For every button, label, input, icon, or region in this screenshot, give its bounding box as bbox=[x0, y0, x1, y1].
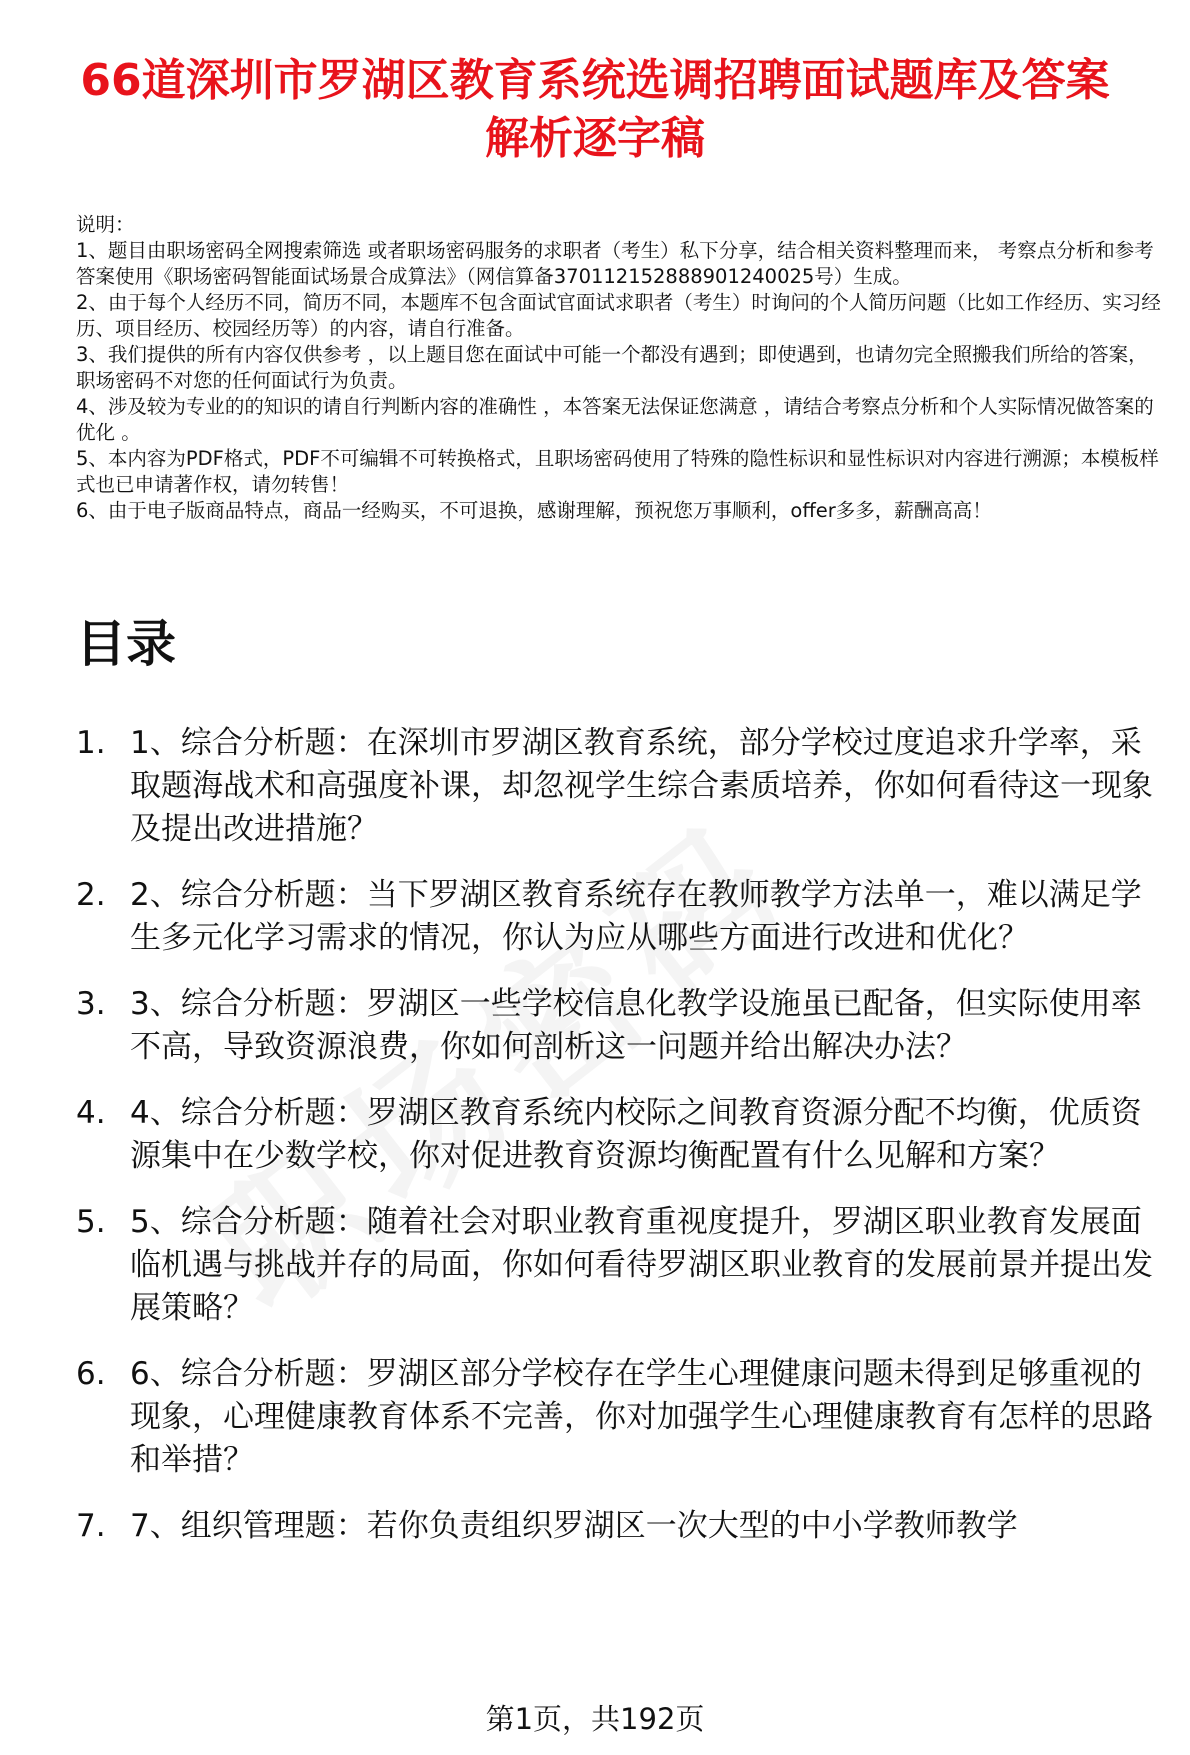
toc-item-number: 2. bbox=[76, 877, 106, 913]
toc-item[interactable] bbox=[76, 1505, 1166, 1548]
toc-item[interactable] bbox=[76, 1353, 1166, 1482]
toc-item-number: 5. bbox=[76, 1204, 106, 1240]
note-item: 6、由于电子版商品特点，商品一经购买，不可退换，感谢理解，预祝您万事顺利，offer多多，薪酬高高！ bbox=[76, 499, 992, 522]
toc-item-number: 4. bbox=[76, 1095, 106, 1131]
toc-item-text: 7、组织管理题：若你负责组织罗湖区一次大型的中小学教师教学 bbox=[130, 1508, 1018, 1544]
toc-item-number: 1. bbox=[76, 725, 106, 761]
note-item: 5、本内容为PDF格式，PDF不可编辑不可转换格式，且职场密码使用了特殊的隐性标识和显性标识对内容进行溯源；本模板样式也已申请著作权，请勿转售！ bbox=[76, 447, 1159, 496]
notes-heading: 说明： bbox=[76, 213, 135, 236]
note-item: 1、题目由职场密码全网搜索筛选 或者职场密码服务的求职者（考生）私下分享，结合相关资料整理而来， 考察点分析和参考答案使用《职场密码智能面试场景合成算法》（网信算备370112152888901240025号）生成。 bbox=[76, 239, 1154, 288]
page-footer: 第1页，共192页 bbox=[485, 1702, 705, 1736]
toc-item[interactable] bbox=[76, 874, 1166, 960]
note-item: 4、涉及较为专业的的知识的请自行判断内容的准确性 ，本答案无法保证您满意 ，请结合考察点分析和个人实际情况做答案的优化 。 bbox=[76, 395, 1154, 444]
toc-item-text: 4、综合分析题：罗湖区教育系统内校际之间教育资源分配不均衡，优质资源集中在少数学校，你对促进教育资源均衡配置有什么见解和方案？ bbox=[130, 1095, 1142, 1174]
toc-item-text: 6、综合分析题：罗湖区部分学校存在学生心理健康问题未得到足够重视的现象，心理健康教育体系不完善，你对加强学生心理健康教育有怎样的思路和举措？ bbox=[130, 1356, 1153, 1478]
toc-item-text: 1、综合分析题：在深圳市罗湖区教育系统，部分学校过度追求升学率，采取题海战术和高强度补课，却忽视学生综合素质培养，你如何看待这一现象及提出改进措施？ bbox=[130, 725, 1153, 847]
toc-item[interactable] bbox=[76, 1201, 1166, 1330]
toc-item[interactable] bbox=[76, 1092, 1166, 1178]
toc-item-number: 6. bbox=[76, 1356, 106, 1392]
toc-item[interactable] bbox=[76, 722, 1166, 851]
toc-item-text: 5、综合分析题：随着社会对职业教育重视度提升，罗湖区职业教育发展面临机遇与挑战并存的局面，你如何看待罗湖区职业教育的发展前景并提出发展策略？ bbox=[130, 1204, 1153, 1326]
toc-item-text: 3、综合分析题：罗湖区一些学校信息化教学设施虽已配备，但实际使用率不高，导致资源浪费，你如何剖析这一问题并给出解决办法？ bbox=[130, 986, 1142, 1065]
document-title: 66道深圳市罗湖区教育系统选调招聘面试题库及答案解析逐字稿 bbox=[80, 55, 1110, 164]
toc-list bbox=[76, 722, 1166, 1571]
toc-item-number: 3. bbox=[76, 986, 106, 1022]
note-item: 3、我们提供的所有内容仅供参考 ，以上题目您在面试中可能一个都没有遇到；即使遇到，也请勿完全照搬我们所给的答案，职场密码不对您的任何面试行为负责。 bbox=[76, 343, 1148, 392]
toc-item-number: 7. bbox=[76, 1508, 106, 1544]
toc-heading: 目录 bbox=[76, 615, 176, 673]
toc-item[interactable] bbox=[76, 983, 1166, 1069]
toc-item-text: 2、综合分析题：当下罗湖区教育系统存在教师教学方法单一，难以满足学生多元化学习需求的情况，你认为应从哪些方面进行改进和优化？ bbox=[130, 877, 1142, 956]
notes-section bbox=[76, 212, 1166, 524]
note-item: 2、由于每个人经历不同，简历不同，本题库不包含面试官面试求职者（考生）时询问的个人简历问题（比如工作经历、实习经历、项目经历、校园经历等）的内容，请自行准备。 bbox=[76, 291, 1161, 340]
